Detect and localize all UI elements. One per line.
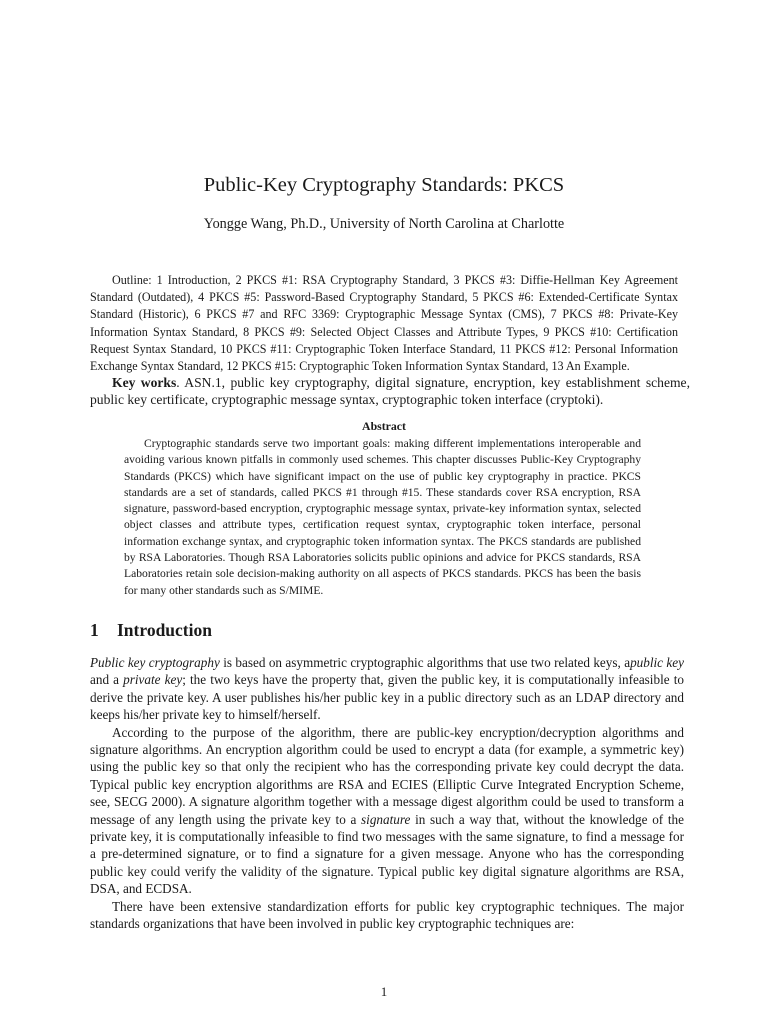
term-signature: signature xyxy=(361,811,411,827)
page-number: 1 xyxy=(380,984,388,999)
para1-text-3: ; the two keys have the property that, given the public key, it is computationally infeasible to derive the private key. A user publishes his/her public key in a public directory such as an LDAP directory and keeps his/her private key to himself/herself. xyxy=(90,672,684,723)
section-title: Introduction xyxy=(117,620,212,640)
author-line: Yongge Wang, Ph.D., University of North Carolina at Charlotte xyxy=(203,216,565,232)
outline-paragraph: Outline: 1 Introduction, 2 PKCS #1: RSA Cryptography Standard, 3 PKCS #3: Diffie-Hellman Key Agreement Standard (Outdated), 4 PKCS #5: Password-Based Cryptography Standard, 5 PKCS #6: Extended-Certificate Syntax Standard (Historic), 6 PKCS #7 and RFC 3369: Cryptographic Message Syntax (CMS), 7 PKCS #8: Private-Key Information Syntax Standard, 8 PKCS #9: Selected Object Classes and Attribute Types, 9 PKCS #10: Certification Request Syntax Standard, 10 PKCS #11: Cryptographic Token Interface Standard, 11 PKCS #12: Personal Information Exchange Syntax Standard, 12 PKCS #15: Cryptographic Token Information Syntax Standard, 13 An Example. xyxy=(90,273,678,374)
abstract-heading: Abstract xyxy=(362,419,406,433)
section-number: 1 xyxy=(90,620,99,640)
keywords-text: . ASN.1, public key cryptography, digital signature, encryption, key establishment scheme, public key certificate, cryptographic message syntax, cryptographic token interface (cryptoki). xyxy=(90,375,690,407)
introduction-body xyxy=(90,654,684,933)
keywords-label: Key works xyxy=(112,375,177,390)
term-public-key: public key xyxy=(630,655,684,670)
intro-paragraph-1 xyxy=(90,654,684,724)
term-public-key-cryptography: Public key cryptography xyxy=(90,655,220,670)
intro-paragraph-2 xyxy=(90,724,684,898)
para1-text-1: is based on asymmetric cryptographic algorithms that use two related keys, a xyxy=(219,655,631,670)
term-private-key: private key xyxy=(123,672,183,688)
section-heading xyxy=(90,618,212,642)
abstract-paragraph: Cryptographic standards serve two important goals: making different implementations interoperable and avoiding various known pitfalls in commonly used schemes. This chapter discusses Public-Key Cryptography Standards (PKCS) which have significant impact on the use of public key cryptography in practice. PKCS standards are a set of standards, called PKCS #1 through #15. These standards cover RSA encryption, RSA signature, password-based encryption, cryptographic message syntax, private-key information syntax, selected object classes and attribute types, certification request syntax, cryptographic token interface, personal information exchange syntax, and cryptographic token information syntax. The PKCS standards are published by RSA Laboratories. Though RSA Laboratories solicits public opinions and advice for PKCS standards, RSA Laboratories retain sole decision-making authority on all aspects of PKCS standards. PKCS has been the basis for many other standards such as S/MIME. xyxy=(124,437,641,597)
para1-text-2: and a xyxy=(90,672,124,688)
paper-title: Public-Key Cryptography Standards: PKCS xyxy=(203,174,565,196)
intro-paragraph-3: There have been extensive standardization efforts for public key cryptographic techniques. The major standards organizations that have been involved in public key cryptographic techniques are: xyxy=(90,898,684,932)
keywords-paragraph xyxy=(90,374,690,408)
para2-text-1: According to the purpose of the algorithm, there are public-key encryption/decryption algorithms and signature algorithms. An encryption algorithm could be used to encrypt a data (for example, a symmetric key) using the public key so that only the recipient who has the corresponding private key could decrypt the data. Typical public key encryption algorithms are RSA and ECIES (Elliptic Curve Integrated Encryption Scheme, see, SECG 2000). A signature algorithm together with a message digest algorithm could be used to transform a message of any length using the private key to a xyxy=(90,724,684,827)
para2-text-2: in such a way that, without the knowledge of the private key, it is computationally infeasible to find two messages with the same signature, to find a message for a pre-determined signature, or to find a signature for a given message. Anyone who has the corresponding public key could verify the validity of the signature. Typical public key digital signature algorithms are RSA, DSA, and ECDSA. xyxy=(90,811,684,897)
